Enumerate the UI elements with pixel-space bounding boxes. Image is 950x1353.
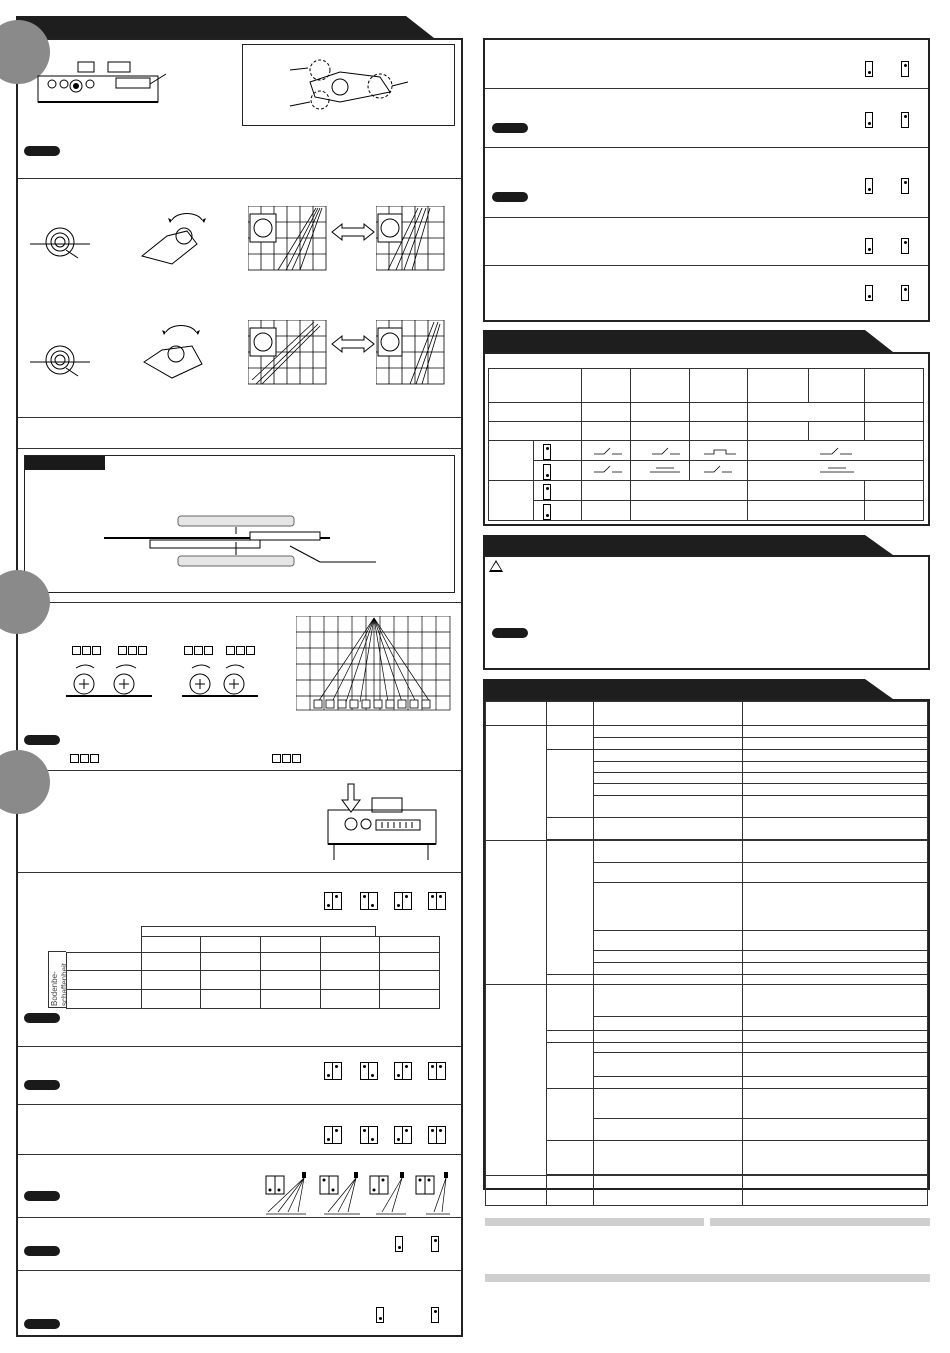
divider — [18, 1104, 461, 1105]
dip-switch-icon — [394, 892, 412, 910]
pattern-grid-lower-a — [248, 320, 328, 386]
note-pill-8 — [492, 123, 528, 133]
warning-icon — [489, 560, 503, 572]
switch-icon — [901, 61, 909, 77]
divider — [18, 448, 461, 449]
double-arrow-upper — [330, 222, 376, 242]
note-pill-4 — [24, 1080, 60, 1090]
divider — [18, 1046, 461, 1047]
switch-icon — [901, 112, 909, 128]
mounting-clearance-diagram — [100, 512, 380, 572]
note-pill-7 — [24, 1319, 60, 1329]
dip-switch-icon — [324, 1126, 342, 1144]
lens-assembly-illustration — [280, 52, 420, 122]
footer-bar — [710, 1218, 930, 1226]
dip-switch-icon — [360, 1126, 378, 1144]
troubleshooting-table — [485, 701, 928, 1206]
switch-icon — [901, 285, 909, 301]
pattern-grid-lower-b — [376, 320, 446, 386]
dip-switch-icon — [324, 892, 342, 910]
footer-bar — [485, 1274, 930, 1282]
floor-table-group-line — [141, 926, 376, 927]
right-header-band-2 — [483, 535, 893, 555]
divider — [18, 1270, 461, 1271]
sensor-mounting-illustration — [324, 782, 440, 864]
right-header-band-3 — [483, 679, 893, 699]
note-setting-boxes-a — [70, 754, 99, 763]
note-pill-10 — [492, 628, 528, 638]
install-note-label — [25, 456, 105, 470]
detection-fan-pattern — [296, 616, 452, 712]
sensor-side-illustration — [30, 56, 170, 112]
divider — [485, 217, 928, 218]
dip-switch-icon — [428, 892, 446, 910]
setting-a-boxes — [72, 646, 101, 655]
switch-icon — [901, 178, 909, 194]
switch-icon — [865, 178, 873, 194]
switch-icon — [865, 112, 873, 128]
note-pill-9 — [492, 192, 528, 202]
setting-d-boxes — [226, 646, 255, 655]
note-pill-5 — [24, 1191, 60, 1201]
note-pill-6 — [24, 1246, 60, 1256]
divider — [18, 770, 461, 771]
area-pattern-set — [262, 1172, 452, 1218]
pattern-grid-upper-a — [248, 206, 328, 272]
note-setting-boxes-b — [272, 754, 301, 763]
switch-icon — [543, 444, 551, 460]
footer-bar — [485, 1218, 704, 1226]
divider — [485, 147, 928, 148]
dip-switch-icon — [428, 1126, 446, 1144]
floor-table-group-line — [375, 926, 376, 936]
switch-icon — [865, 61, 873, 77]
setting-b-boxes — [118, 646, 147, 655]
note-pill-1 — [24, 146, 60, 156]
divider — [18, 178, 461, 179]
pattern-grid-upper-b — [376, 206, 446, 272]
switch-icon — [395, 1236, 403, 1252]
signal-waveforms — [580, 442, 930, 480]
switch-icon — [543, 504, 551, 520]
floor-table-group-line — [141, 926, 142, 936]
dip-switch-icon — [394, 1062, 412, 1080]
divider — [18, 872, 461, 873]
switch-icon — [543, 484, 551, 500]
switch-icon — [901, 238, 909, 254]
rotary-adjuster-left — [66, 662, 152, 702]
rotary-adjuster-right — [182, 662, 258, 702]
switch-icon — [431, 1236, 439, 1252]
right-switch-panel — [483, 38, 930, 322]
lens-ring-lower — [30, 338, 90, 378]
dip-switch-icon — [324, 1062, 342, 1080]
dip-switch-icon — [428, 1062, 446, 1080]
switch-icon — [865, 238, 873, 254]
switch-icon — [376, 1307, 384, 1323]
dip-switch-icon — [360, 892, 378, 910]
switch-icon — [865, 285, 873, 301]
double-arrow-lower — [330, 334, 376, 354]
note-pill-2 — [24, 735, 60, 745]
divider — [18, 602, 461, 603]
lens-rotation-upper — [132, 206, 212, 270]
note-pill-3 — [24, 1013, 60, 1023]
dip-switch-icon — [394, 1126, 412, 1144]
divider — [18, 1154, 461, 1155]
switch-icon — [431, 1307, 439, 1323]
right-header-band-1 — [483, 330, 893, 352]
switch-icon — [543, 464, 551, 480]
setting-c-boxes — [184, 646, 213, 655]
lens-rotation-lower — [132, 320, 212, 384]
divider — [18, 1217, 461, 1218]
divider — [485, 265, 928, 266]
floor-table-row-header: Bodenbe- schaffenheit — [50, 963, 69, 1006]
lens-ring-upper — [30, 220, 90, 260]
warning-frame — [483, 555, 930, 670]
divider — [485, 88, 928, 89]
floor-table — [66, 936, 440, 1009]
divider — [18, 417, 461, 418]
left-header-band — [16, 16, 434, 38]
dip-switch-icon — [360, 1062, 378, 1080]
